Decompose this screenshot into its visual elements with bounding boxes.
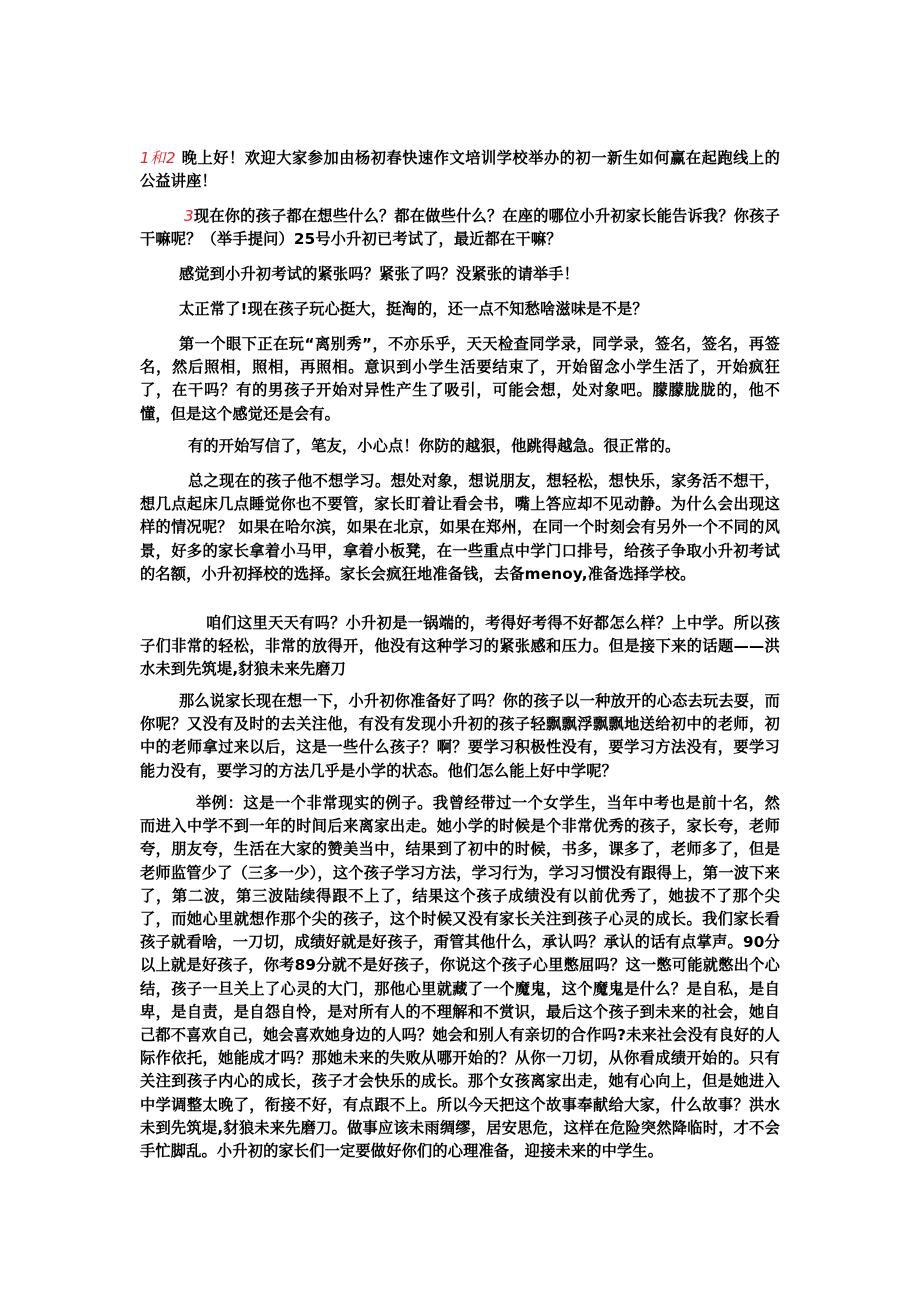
paragraph-text: 晚上好！欢迎大家参加由杨初春快速作文培训学校举办的初一新生如何赢在起跑线上的公益讲座！	[140, 149, 780, 191]
paragraph-text: 现在你的孩子都在想些什么？都在做些什么？在座的哪位小升初家长能告诉我？你孩子干嘛呢？（举手提问）25号小升初已考试了，最近都在干嘛？	[140, 207, 780, 249]
paragraph-question	[140, 205, 780, 251]
paragraph-farewell: 第一个眼下正在玩“离别秀”，不亦乐乎，天天检查同学录，同学录，签名，签名，再签名，然后照相，照相，再照相。意识到小学生活要结束了，开始留念小学生活了，开始疯狂了，在干吗？有的男孩子开始对异性产生了吸引，可能会想，处对象吧。朦朦胧胧的，他不懂，但是这个感觉还是会有。	[140, 335, 780, 423]
paragraph-summary: 总之现在的孩子他不想学习。想处对象，想说朋友，想轻松，想快乐，家务活不想干，想几点起床几点睡觉你也不要管，家长盯着让看会书，嘴上答应却不见动静。为什么会出现这样的情况呢？ 如果在哈尔滨，如果在北京，如果在郑州，在同一个时刻会有另外一个不同的风景，好多的家长拿着小马甲，拿着小板凳，在一些重点中学门口排号，给孩子争取小升初考试的名额，小升初择校的选择。家长会疯狂地准备钱，去备menoy,准备选择学校。	[140, 472, 780, 583]
paragraph-ready: 那么说家长现在想一下，小升初你准备好了吗？你的孩子以一种放开的心态去玩去耍，而你呢？又没有及时的去关注他，有没有发现小升初的孩子轻飘飘浮飘飘地送给初中的老师，初中的老师拿过来以后，这是一些什么孩子？啊？要学习积极性没有，要学习方法没有，要学习能力没有，要学习的方法几乎是小学的状态。他们怎么能上好中学呢？	[140, 692, 780, 780]
paragraph-here: 咱们这里天天有吗？小升初是一锅端的，考得好考得不好都怎么样？上中学。所以孩子们非常的轻松，非常的放得开，他没有这种学习的紧张感和压力。但是接下来的话题——洪水未到先筑堤,豺狼未来先磨刀	[140, 614, 780, 679]
paragraph-nervous: 感觉到小升初考试的紧张吗？紧张了吗？没紧张的请举手！	[179, 265, 580, 283]
paragraph-letters: 有的开始写信了，笔友，小心点！你防的越狠，他跳得越急。很正常的。	[188, 437, 681, 455]
paragraph-example: 举例：这是一个非常现实的例子。我曾经带过一个女学生，当年中考也是前十名，然而进入中学不到一年的时间后来离家出走。她小学的时候是个非常优秀的孩子，家长夸，老师夸，朋友夸，生活在大家的赞美当中，结果到了初中的时候，书多，课多了，老师多了，但是老师监管少了（三多一少），这个孩子学习方法，学习行为，学习习惯没有跟得上，第一波下来了，第二波，第三波陆续得跟不上了，结果这个孩子成绩没有以前优秀了，她拔不了那个尖了，而她心里就想作那个尖的孩子，这个时候又没有家长关注到孩子心灵的成长。我们家长看孩子就看啥，一刀切，成绩好就是好孩子，甭管其他什么，承认吗？承认的话有点掌声。90分以上就是好孩子，你考89分就不是好孩子，你说这个孩子心里憋屈吗？这一憋可能就憋出个心结，孩子一旦关上了心灵的大门，那他心里就藏了一个魔鬼，这个魔鬼是什么？是自私，是自卑，是自责，是自怨自怜，是对所有人的不理解和不赏识，最后这个孩子到未来的社会，她自己都不喜欢自己，她会喜欢她身边的人吗？她会和别人有亲切的合作吗?未来社会没有良好的人际作依托，她能成才吗？那她未来的失败从哪开始的？从你一刀切，从你看成绩开始的。只有关注到孩子内心的成长，孩子才会快乐的成长。那个女孩离家出走，她有心向上，但是她进入中学调整太晚了，衔接不好，有点跟不上。所以今天把这个故事奉献给大家，什么故事？洪水未到先筑堤,豺狼未来先磨刀。做事应该未雨绸缪，居安思危，这样在危险突然降临时，才不会手忙脚乱。小升初的家长们一定要做好你们的心理准备，迎接未来的中学生。	[140, 794, 780, 1161]
slide-marker: 1和2	[140, 149, 176, 167]
paragraph-welcome	[140, 147, 780, 193]
slide-marker: 3	[184, 207, 194, 225]
paragraph-normal: 太正常了!现在孩子玩心挺大，挺淘的，还一点不知愁啥滋味是不是？	[179, 300, 648, 318]
